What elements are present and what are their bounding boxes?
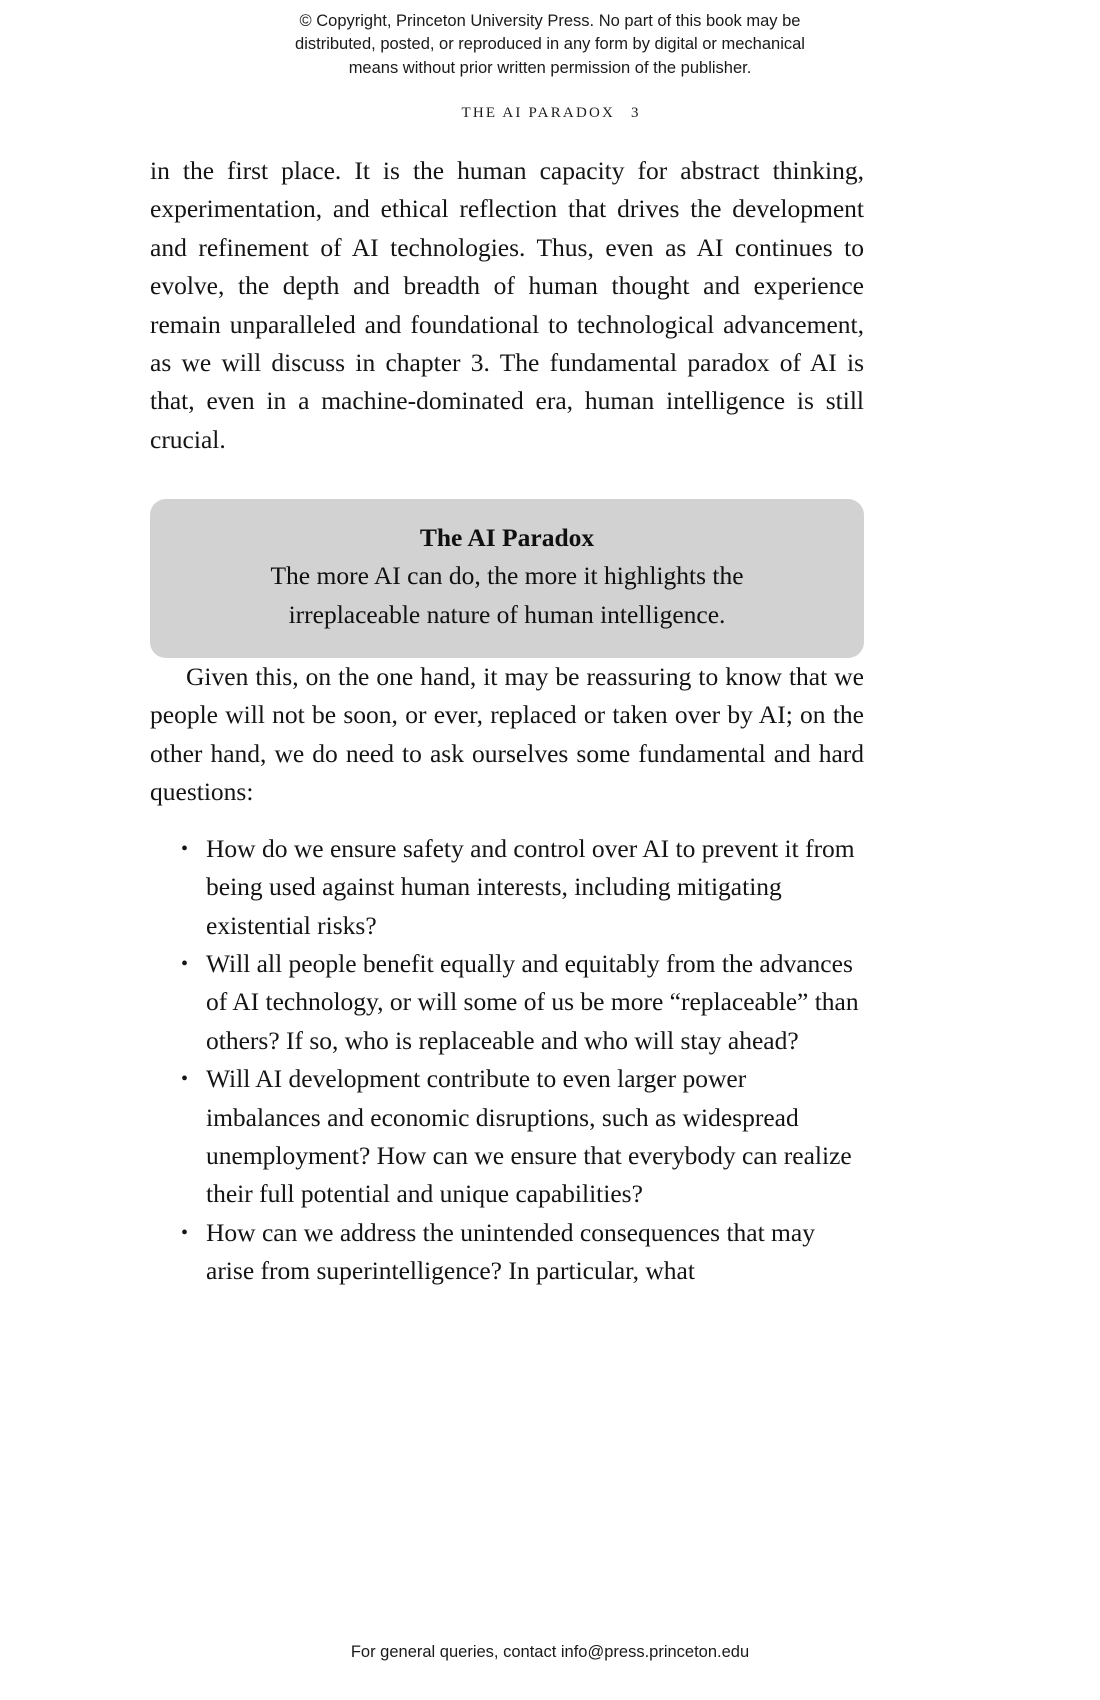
paragraph-given-this: Given this, on the one hand, it may be reassuring to know that we people will not be soon, or ever, replaced or taken over by AI; on the other hand, we do need to ask ourselves some fundamental and hard questions: (150, 662, 864, 807)
questions-list (150, 830, 864, 1291)
copyright-line-1: © Copyright, Princeton University Press. No part of this book may be (299, 12, 801, 30)
copyright-line-3: means without prior written permission of the publisher. (348, 58, 752, 77)
callout-line-1: The more AI can do, the more it highlights the (270, 561, 744, 591)
list-item: • How do we ensure safety and control over AI to prevent it from being used against human interests, including mitigating existential risks? (178, 830, 864, 945)
running-head (0, 105, 1100, 122)
callout-text (180, 557, 834, 634)
list-item: • Will AI development contribute to even larger power imbalances and economic disruptions, such as widespread unemployment? How can we ensure that everybody can realize their full potential and unique capabilities? (178, 1060, 864, 1214)
paragraph-continuation: in the first place. It is the human capacity for abstract thinking, experimentation, and ethical reflection that drives the development and refinement of AI technologies. Thus, even as AI continues to evolve, the depth and breadth of human thought and experience remain unparalleled and foundational to technological advancement, as we will discuss in chapter 3. The fundamental paradox of AI is that, even in a machine-dominated era, human intelligence is still crucial. (150, 156, 864, 454)
list-item: • Will all people benefit equally and equitably from the advances of AI technology, or will some of us be more “replaceable” than others? If so, who is replaceable and who will stay ahead? (178, 945, 864, 1060)
page-number: 3 (631, 105, 639, 121)
list-item: • How can we address the unintended consequences that may arise from superintelligence? In particular, what (178, 1214, 864, 1291)
text-column (150, 152, 864, 1291)
callout-box (150, 499, 864, 658)
copyright-notice (0, 10, 1100, 80)
callout-line-2: irreplaceable nature of human intelligence. (288, 599, 726, 629)
callout-title: The AI Paradox (419, 523, 595, 553)
running-head-title: THE AI PARADOX (461, 105, 616, 121)
copyright-line-2: distributed, posted, or reproduced in any form by digital or mechanical (295, 35, 805, 54)
footer-query-line: For general queries, contact info@press.princeton.edu (350, 1643, 750, 1661)
